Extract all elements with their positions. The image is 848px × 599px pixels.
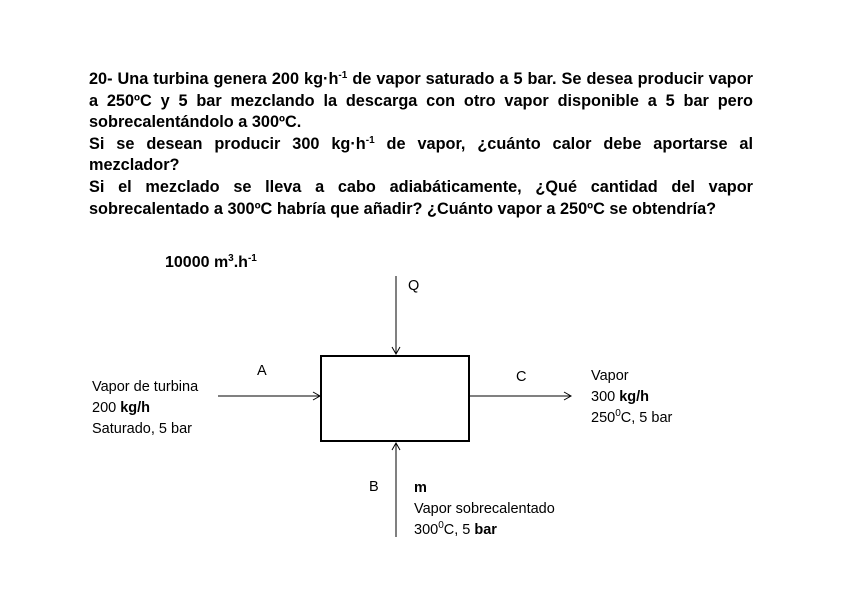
stream-a-flow-value: 200 xyxy=(92,400,121,416)
stream-b-variable: m xyxy=(414,480,427,496)
stream-a-tag: A xyxy=(257,363,267,379)
stream-a-name: Vapor de turbina xyxy=(92,379,199,395)
stream-c-flow-value: 300 xyxy=(591,389,620,405)
degree-superscript: 0 xyxy=(615,408,621,419)
stream-a-label xyxy=(92,377,198,440)
stream-b-label xyxy=(414,478,555,541)
superscript: 3 xyxy=(228,253,234,264)
superscript: -1 xyxy=(247,253,257,264)
stream-a-state: Saturado, 5 bar xyxy=(92,421,192,437)
stream-c-label xyxy=(591,366,672,429)
stream-a-flow-unit: kg/h xyxy=(120,400,151,416)
problem-text: Si el mezclado se lleva a cabo adiabáticamente, ¿Qué cantidad del vapor sobrecalentado a 300ºC habría que añadir? ¿Cuánto vapor a 250ºC se obtendría? xyxy=(89,177,753,218)
stream-a-flow xyxy=(92,398,198,419)
stream-c-temp: 250 xyxy=(591,410,616,426)
stream-b-pressure: C, 5 xyxy=(443,522,475,538)
stream-b-name: Vapor sobrecalentado xyxy=(414,501,555,517)
mixer-box xyxy=(321,356,469,441)
stream-b-tag: B xyxy=(369,479,379,495)
stream-c-tag: C xyxy=(516,369,527,385)
superscript: -1 xyxy=(365,134,375,146)
flow-note-value: 10000 m xyxy=(165,254,229,271)
problem-text: de vapor, ¿cuánto calor debe aportarse al mezclador? xyxy=(89,134,753,175)
degree-superscript: 0 xyxy=(438,520,444,531)
stream-c-name: Vapor xyxy=(591,368,629,384)
problem-text: de vapor saturado a 5 bar. Se desea producir vapor a 250ºC y 5 bar mezclando la descarga con otro vapor disponible a 5 bar pero sobrecalentándolo a 300ºC. xyxy=(89,70,753,132)
problem-text: 20- Una turbina genera 200 kg·h xyxy=(89,70,339,88)
stream-c-conditions xyxy=(591,408,672,429)
stream-b-temp: 300 xyxy=(414,522,439,538)
heat-label: Q xyxy=(408,278,420,294)
stream-b-conditions xyxy=(414,520,555,541)
superscript: -1 xyxy=(338,70,348,81)
problem-text: Si se desean producir 300 kg·h xyxy=(89,134,366,153)
stream-b-pressure-unit: bar xyxy=(474,522,497,538)
stream-c-pressure: C, 5 bar xyxy=(620,410,673,426)
stream-c-flow-unit: kg/h xyxy=(619,389,650,405)
stream-c-flow xyxy=(591,387,672,408)
flow-note-unit: .h xyxy=(233,254,248,271)
